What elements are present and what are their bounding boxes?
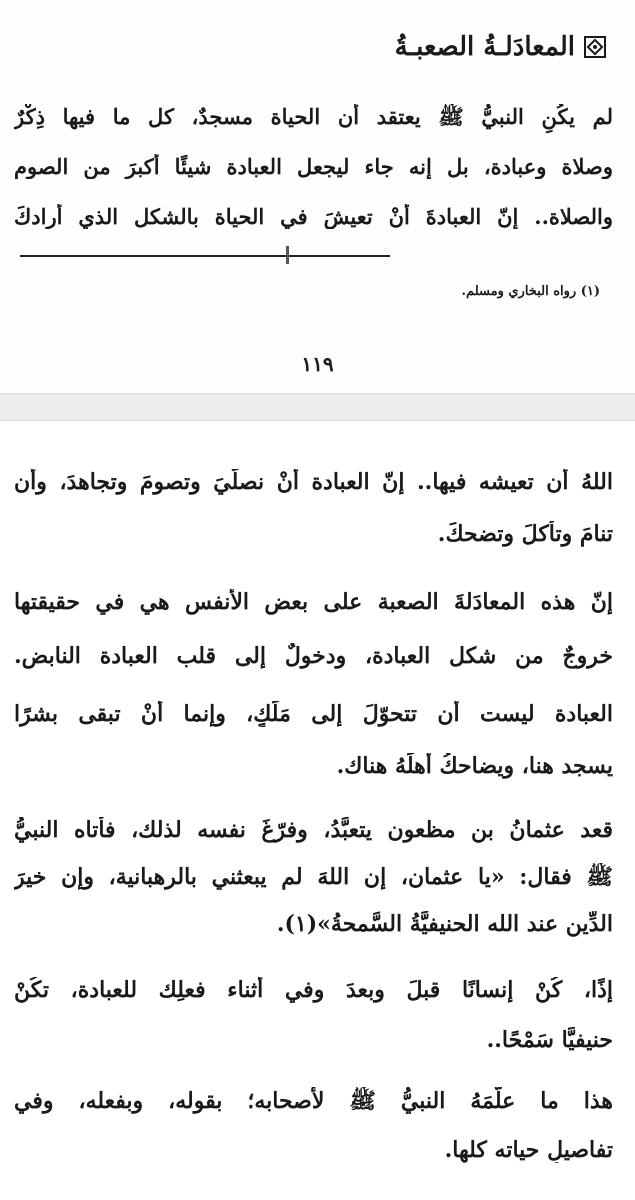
text-line: قعد عثمانُ بن مظعون يتعبَّدُ، وفرّغَ نفسه لذلك، فأتاه النبيُّ xyxy=(14,817,613,843)
bottom-page xyxy=(0,421,635,1200)
text-line: حنيفيًّا سَمْحًا.. xyxy=(486,1027,613,1053)
text-line: والصلاة.. إنّ العبادةَ أنْ تعيشَ في الحياة بالشكل الذي أرادكَ xyxy=(14,204,613,229)
text-line: إنّ هذه المعادَلةَ الصعبة على بعض الأنفس هي في حقيقتها xyxy=(14,589,613,615)
heading-text: المعادَلـةُ الصعبـةُ xyxy=(394,32,575,62)
footnote: (١) رواه البخاري ومسلم. xyxy=(461,284,600,299)
text-line: يسجد هنا، ويضاحكُ أهلَهُ هناك. xyxy=(336,753,613,779)
text-line: خروجٌ من شكل العبادة، ودخولٌ إلى قلب العبادة النابض. xyxy=(14,643,613,669)
footnote-divider xyxy=(20,255,390,257)
text-line: إذًا، كُنْ إنسانًا قبلَ وبعدَ وفي أثناء فعلِك للعبادة، تكُنْ xyxy=(14,977,613,1003)
page-separator xyxy=(0,393,635,421)
chapter-heading xyxy=(395,32,607,62)
text-line: تنامَ وتأكلَ وتضحكَ. xyxy=(437,521,613,547)
text-line: وصلاة وعبادة، بل إنه جاء ليجعل العبادة شيئًا أكبرَ من الصوم xyxy=(14,154,613,179)
text-line: تفاصيلِ حياته كلها. xyxy=(444,1137,613,1163)
text-line: الدِّينِ عند الله الحنيفيَّةُ السَّمحةُ»(١). xyxy=(276,911,613,937)
text-line: لم يكُنِ النبيُّ ﷺ يعتقد أن الحياة مسجدٌ، كل ما فيها ذِكْرٌ xyxy=(14,104,613,129)
top-page xyxy=(0,0,635,393)
text-line: هذا ما علَّمَهُ النبيُّ ﷺ لأصحابه؛ بقوله، وبفعله، وفي xyxy=(14,1088,613,1114)
text-line: العبادة ليست أن تتحوّلَ إلى مَلَكٍ، وإنما أنْ تبقى بشرًا xyxy=(14,701,613,727)
scan-mark xyxy=(286,246,289,264)
ornament-icon xyxy=(583,35,607,59)
text-line: ﷺ فقال: «يا عثمان، إن اللهَ لم يبعثني بالرهبانية، وإن خيرَ xyxy=(14,864,613,890)
page-number: ١١٩ xyxy=(301,352,334,376)
text-line: اللهُ أن تعيشه فيها.. إنّ العبادة أنْ نصلّيَ وتصومَ وتجاهدَ، وأن xyxy=(14,469,613,495)
